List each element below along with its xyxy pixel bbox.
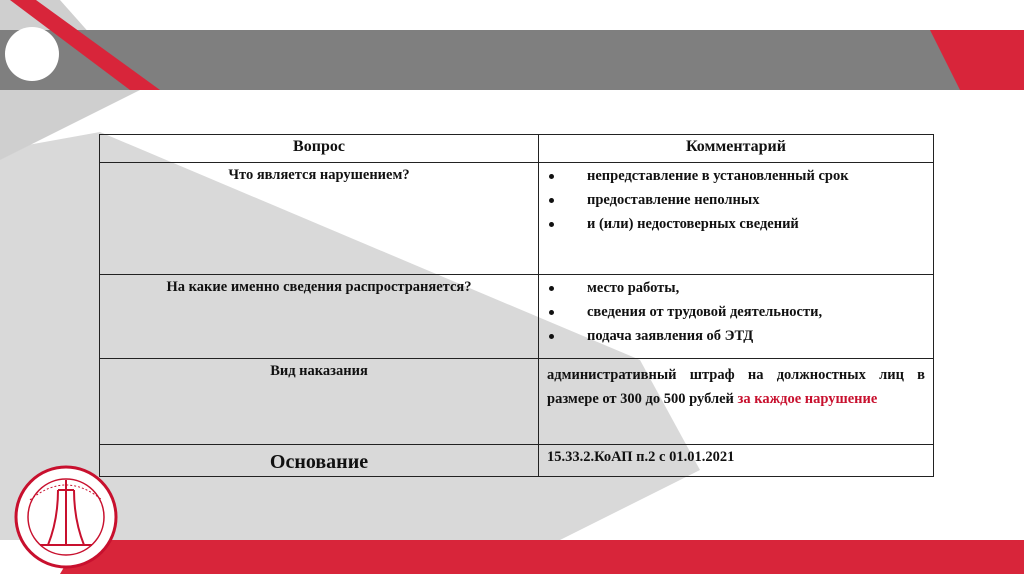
list-item: место работы, [547, 280, 927, 296]
list-item: и (или) недостоверных сведений [547, 216, 927, 232]
penalty-text: административный штраф на должностных лиц в размере от 300 до 500 рублей [547, 367, 925, 407]
basis-label: Основание [100, 445, 539, 477]
violation-table [99, 134, 934, 477]
header-comment: Комментарий [539, 135, 934, 163]
penalty-cell [539, 359, 934, 445]
comment-cell [539, 163, 934, 275]
list-item: предоставление неполных [547, 192, 927, 208]
org-seal-icon [16, 467, 116, 567]
basis-value: 15.33.2.КоАП п.2 с 01.01.2021 [539, 445, 934, 477]
table-header-row [100, 135, 934, 163]
bottom-band [130, 540, 1024, 574]
list-item: непредставление в установленный срок [547, 168, 927, 184]
bullet-list [539, 275, 933, 344]
comment-cell [539, 275, 934, 359]
table-row [100, 445, 934, 477]
question-cell: На какие именно сведения распространяется? [100, 275, 539, 359]
top-circle [5, 27, 59, 81]
header-question: Вопрос [100, 135, 539, 163]
top-band [0, 30, 1024, 90]
list-item: сведения от трудовой деятельности, [547, 304, 927, 320]
penalty-highlight: за каждое нарушение [737, 391, 878, 407]
question-cell: Вид наказания [100, 359, 539, 445]
question-cell: Что является нарушением? [100, 163, 539, 275]
bullet-list [539, 163, 933, 232]
table-row [100, 275, 934, 359]
list-item: подача заявления об ЭТД [547, 328, 927, 344]
table-row [100, 163, 934, 275]
table-row [100, 359, 934, 445]
